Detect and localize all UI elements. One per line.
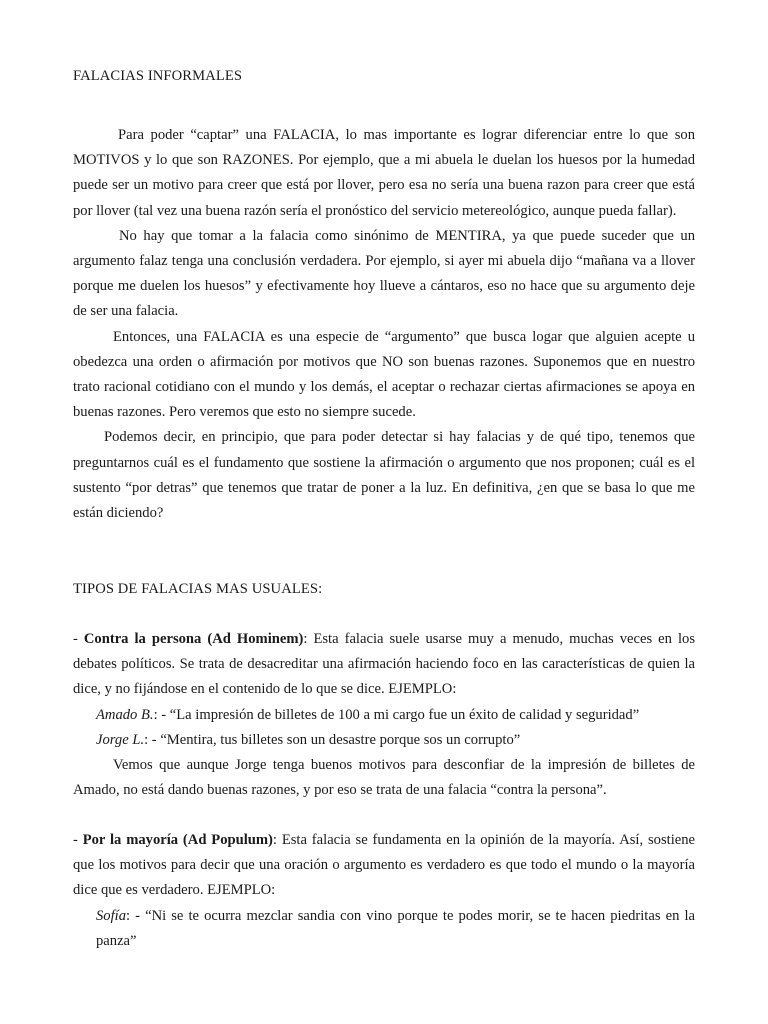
ad-hominem-text: : Esta falacia suele usarse muy a menudo, muchas veces en los debates políticos. Se trata de desacreditar una afirmación haciendo foco en las características de quien la dice, y no fijándose en el contenido de lo que se dice. EJEMPLO:: [73, 631, 696, 698]
dialogue-speaker: Jorge L.: [96, 731, 145, 748]
ad-hominem-definition: [73, 627, 695, 703]
intro-section: [73, 123, 695, 526]
types-heading: TIPOS DE FALACIAS MAS USUALES:: [73, 581, 323, 597]
dialogue-line: [73, 904, 695, 954]
ad-populum-definition: [73, 828, 695, 904]
intro-paragraph-4: Podemos decir, en principio, que para poder detectar si hay falacias y de qué tipo, tenemos que preguntarnos cuál es el fundamento que sostiene la afirmación o argumento que nos proponen; cuál es el sustento “por detras” que tenemos que tratar de poner a la luz. En definitiva, ¿en que se basa lo que me están diciendo?: [73, 429, 695, 522]
ad-hominem-dash: -: [73, 631, 84, 647]
dialogue-text: : - “La impresión de billetes de 100 a mi cargo fue un éxito de calidad y seguridad”: [153, 706, 640, 723]
document-title: FALACIAS INFORMALES: [73, 68, 243, 84]
dialogue-line: [73, 728, 695, 753]
ad-hominem-name: Contra la persona (Ad Hominem): [83, 631, 304, 647]
dialogue-line: [73, 703, 695, 728]
intro-paragraph-2: No hay que tomar a la falacia como sinónimo de MENTIRA, ya que puede suceder que un argumento falaz tenga una conclusión verdadera. Por ejemplo, si ayer mi abuela dijo “mañana va a llover porque me duelen los huesos” y efectivamente hoy llueve a cántaros, eso no hace que su argumento deje de ser una falacia.: [73, 227, 695, 320]
dialogue-speaker: Sofía: [96, 907, 126, 924]
ad-hominem-section: [73, 627, 695, 803]
dialogue-text: : - “Ni se te ocurra mezclar sandia con vino porque te podes morir, se te hacen piedritas en la panza”: [96, 907, 695, 949]
ad-populum-section: [73, 828, 695, 954]
intro-paragraph-1: Para poder “captar” una FALACIA, lo mas importante es lograr diferenciar entre lo que son MOTIVOS y lo que son RAZONES. Por ejemplo, que a mi abuela le duelan los huesos por la humedad puede ser un motivo para creer que está por llover, pero esa no sería una buena razon para creer que está por llover (tal vez una buena razón sería el pronóstico del servicio metereológico, aunque pueda fallar).: [73, 127, 695, 219]
ad-populum-text: : Esta falacia se fundamenta en la opinión de la mayoría. Así, sostiene que los motivos para decir que una oración o argumento es verdadero es que todo el mundo o la mayoría dice que es verdadero. EJEMPLO:: [73, 832, 695, 899]
dialogue-speaker: Amado B.: [96, 706, 154, 723]
ad-hominem-conclusion: Vemos que aunque Jorge tenga buenos motivos para desconfiar de la impresión de billetes de Amado, no está dando buenas razones, y por eso se trata de una falacia “contra la persona”.: [73, 757, 695, 799]
ad-populum-name: Por la mayoría (Ad Populum): [82, 832, 273, 848]
intro-paragraph-3: Entonces, una FALACIA es una especie de “argumento” que busca logar que alguien acepte u obedezca una orden o afirmación por motivos que NO son buenas razones. Suponemos que en nuestro trato racional cotidiano con el mundo y los demás, el aceptar o rechazar ciertas afirmaciones se apoya en buenas razones. Pero veremos que esto no siempre sucede.: [73, 328, 695, 421]
dialogue-text: : - “Mentira, tus billetes son un desastre porque sos un corrupto”: [144, 731, 521, 748]
ad-populum-dash: -: [73, 832, 83, 848]
